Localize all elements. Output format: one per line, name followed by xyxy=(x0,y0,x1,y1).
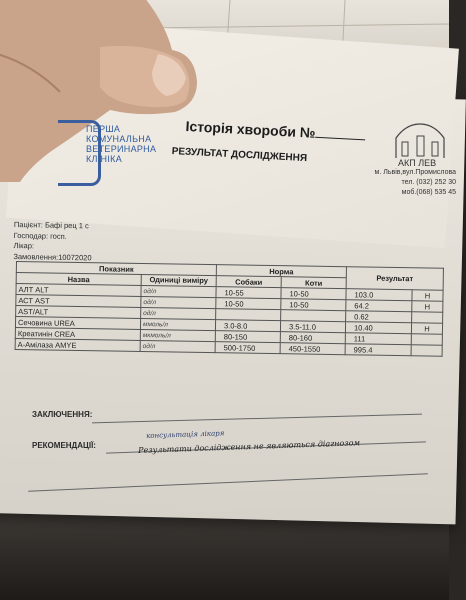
row-dogs: 10-50 xyxy=(216,298,281,310)
row-unit: од/л xyxy=(141,307,216,319)
name-header: Назва xyxy=(16,273,141,286)
row-name: А-Амілаза AMYE xyxy=(15,338,140,351)
patient-meta xyxy=(13,220,92,263)
row-unit: од/л xyxy=(141,285,216,297)
unit-header: Одиниці виміру xyxy=(141,274,216,286)
result-header: Результат xyxy=(346,267,443,291)
clinic-name-line: ВЕТЕРИНАРНА xyxy=(86,144,157,154)
owner-line: Господар: госп. xyxy=(13,230,67,241)
row-cats: 3.5-11.0 xyxy=(280,321,345,333)
patient-line: Пацієнт: Бафі рец 1 с xyxy=(13,220,89,231)
row-unit: од/л xyxy=(141,296,216,308)
history-title-text: Історія хвороби № xyxy=(185,118,316,141)
address-line: м. Львів,вул.Промислова xyxy=(374,169,456,176)
address-line: тел. (032) 252 30 xyxy=(401,179,456,186)
row-name: AST/ALT xyxy=(16,306,141,319)
row-result: 10.40 xyxy=(345,322,411,334)
clinic-name-line: ПЕРША xyxy=(86,124,121,134)
clinic-name-line: КЛІНІКА xyxy=(86,154,122,164)
row-flag: H xyxy=(412,290,443,301)
row-cats: 450-1550 xyxy=(280,343,345,355)
row-flag: H xyxy=(412,301,443,312)
row-result: 0.62 xyxy=(346,311,412,323)
indicator-header: Показник xyxy=(16,262,216,276)
order-line: Замовлення:10072020 xyxy=(13,251,92,262)
norm-header: Норма xyxy=(216,265,346,278)
dogs-header: Собаки xyxy=(216,276,281,288)
disclaimer-text: Результати дослідження не являються діагнозом xyxy=(138,438,361,455)
address-line: моб.(068) 535 45 xyxy=(401,189,456,196)
right-logo-text: АКП ЛЕВ xyxy=(398,158,437,168)
row-cats: 10-50 xyxy=(281,288,346,300)
recommendation-text: консультація лікаря xyxy=(146,429,225,440)
row-flag xyxy=(412,312,443,323)
row-dogs: 500-1750 xyxy=(215,342,280,354)
row-cats: 10-50 xyxy=(281,299,346,311)
row-name: Сечовина UREA xyxy=(15,317,140,330)
cats-header: Коти xyxy=(281,277,346,289)
row-dogs: 3.0-8.0 xyxy=(215,320,280,332)
row-dogs: 80-150 xyxy=(215,331,280,343)
row-cats: 80-160 xyxy=(280,332,345,344)
conclusion-label: ЗАКЛЮЧЕННЯ: xyxy=(32,410,93,419)
row-name: АЛТ ALT xyxy=(16,284,141,297)
results-table xyxy=(15,261,444,357)
row-result: 103.0 xyxy=(346,289,412,301)
row-unit: од/л xyxy=(140,340,215,352)
result-title: РЕЗУЛЬТАТ ДОСЛІДЖЕННЯ xyxy=(171,146,308,165)
building-logo-icon xyxy=(392,120,449,160)
clinic-address xyxy=(356,168,456,198)
row-result: 64.2 xyxy=(346,300,412,312)
doctor-line: Лікар: xyxy=(13,240,35,251)
clinic-name-line: КОМУНАЛЬНА xyxy=(86,134,152,144)
row-unit: мкмоль/л xyxy=(140,329,215,341)
row-dogs: 10-55 xyxy=(216,287,281,299)
results-table-wrapper xyxy=(15,261,444,357)
row-result: 111 xyxy=(345,333,411,345)
row-name: Креатинін CREA xyxy=(15,327,140,340)
clinic-name xyxy=(86,124,166,164)
row-flag: H xyxy=(411,323,442,334)
row-flag xyxy=(411,334,442,345)
row-name: АСТ AST xyxy=(16,295,141,308)
recommendation-label: РЕКОМЕНДАЦІЇ: xyxy=(32,441,96,450)
row-flag xyxy=(411,345,442,356)
row-result: 995.4 xyxy=(345,344,411,356)
row-unit: ммоль/л xyxy=(140,318,215,330)
